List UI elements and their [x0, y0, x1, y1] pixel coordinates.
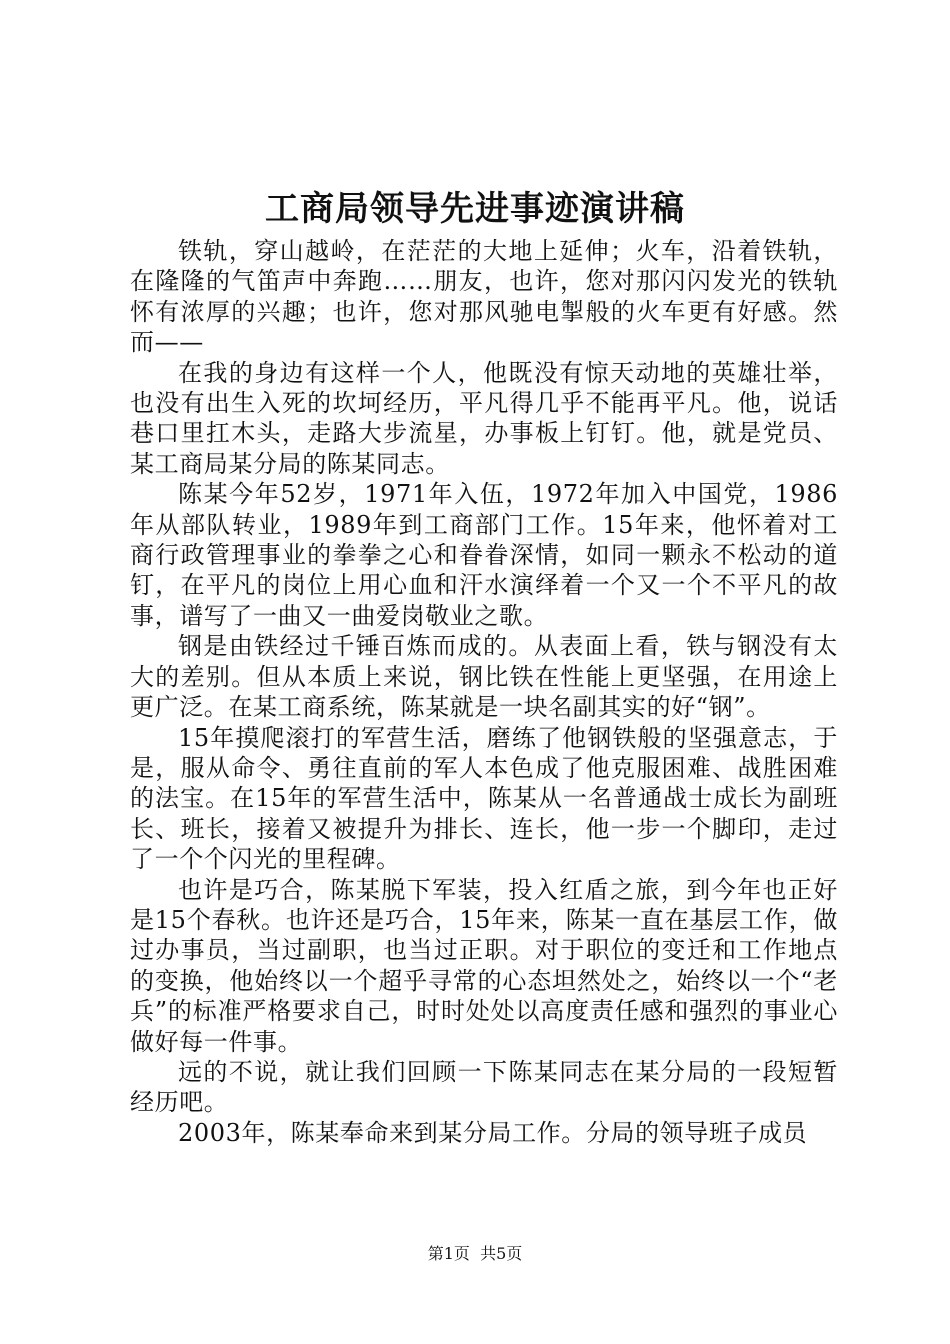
page-footer — [0, 1242, 950, 1266]
footer-spacer — [470, 1244, 480, 1263]
paragraph: 陈某今年52岁，1971年入伍，1972年加入中国党，1986年从部队转业，1989年到工商部门工作。15年来，他怀着对工商行政管理事业的拳拳之心和眷眷深情，如同一颗永不松动的道钉，在平凡的岗位上用心血和汗水演绎着一个又一个不平凡的故事，谱写了一曲又一曲爱岗敬业之歌。 — [130, 480, 838, 630]
page-number: 第1页 — [427, 1244, 470, 1263]
paragraph: 在我的身边有这样一个人，他既没有惊天动地的英雄壮举，也没有出生入死的坎坷经历，平凡得几乎不能再平凡。他，说话巷口里扛木头，走路大步流星，办事板上钉钉。他，就是党员、某工商局某分局的陈某同志。 — [130, 358, 838, 478]
paragraph: 钢是由铁经过千锤百炼而成的。从表面上看，铁与钢没有太大的差别。但从本质上来说，钢比铁在性能上更坚强，在用途上更广泛。在某工商系统，陈某就是一块名副其实的好“钢”。 — [130, 632, 838, 722]
paragraph: 远的不说，就让我们回顾一下陈某同志在某分局的一段短暂经历吧。 — [130, 1057, 838, 1117]
paragraph: 也许是巧合，陈某脱下军装，投入红盾之旅，到今年也正好是15个春秋。也许还是巧合，15年来，陈某一直在基层工作，做过办事员，当过副职，也当过正职。对于职位的变迁和工作地点的变换，他始终以一个超乎寻常的心态坦然处之，始终以一个“老兵”的标准严格要求自己，时时处处以高度责任感和强烈的事业心做好每一件事。 — [130, 875, 838, 1056]
document-body — [130, 236, 838, 1148]
document-title: 工商局领导先进事迹演讲稿 — [265, 189, 685, 229]
paragraph: 铁轨，穿山越岭，在茫茫的大地上延伸；火车，沿着铁轨，在隆隆的气笛声中奔跑……朋友，也许，您对那闪闪发光的铁轨怀有浓厚的兴趣；也许，您对那风驰电掣般的火车更有好感。然而—— — [130, 237, 838, 357]
paragraph: 2003年，陈某奉命来到某分局工作。分局的领导班子成员 — [178, 1118, 808, 1147]
paragraph: 15年摸爬滚打的军营生活，磨练了他钢铁般的坚强意志，于是，服从命令、勇往直前的军人本色成了他克服困难、战胜困难的法宝。在15年的军营生活中，陈某从一名普通战士成长为副班长、班长，接着又被提升为排长、连长，他一步一个脚印，走过了一个个闪光的里程碑。 — [130, 723, 838, 874]
page-total: 共5页 — [480, 1244, 523, 1263]
